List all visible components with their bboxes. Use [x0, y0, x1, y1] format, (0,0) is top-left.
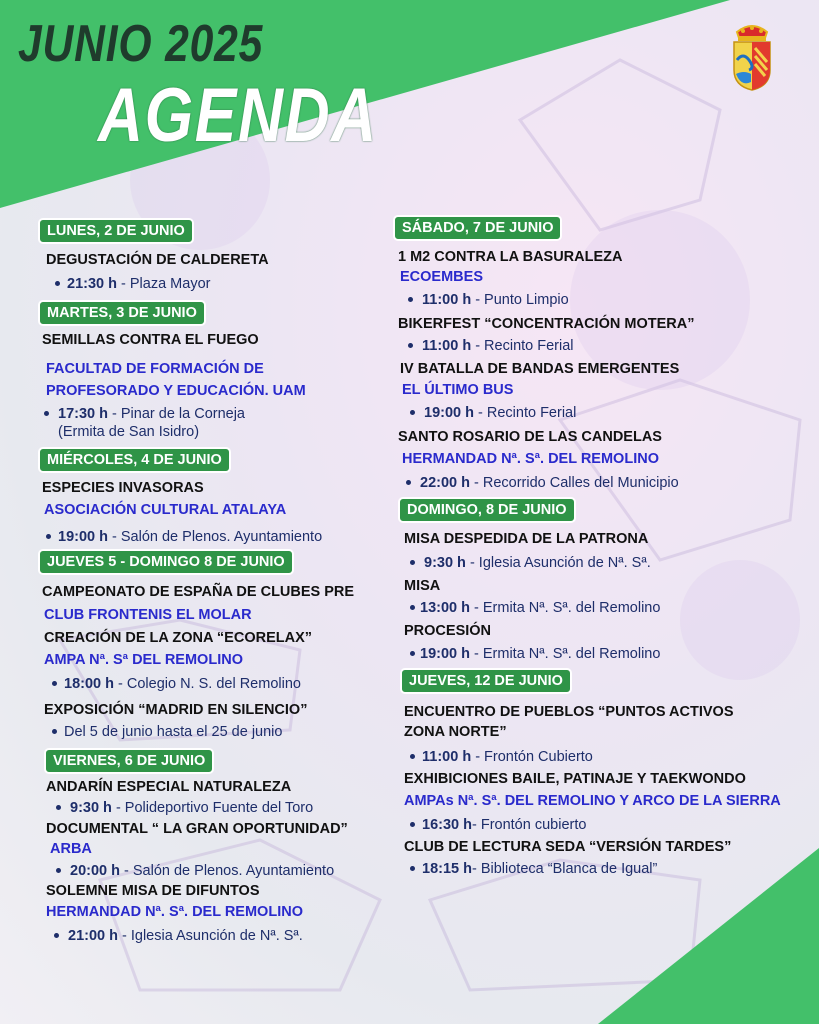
event-organizer: PROFESORADO Y EDUCACIÓN. UAM — [46, 383, 306, 399]
event-time: 22:00 h — [420, 475, 470, 491]
event-time: 19:00 h — [424, 405, 474, 421]
event-detail — [422, 816, 586, 834]
event-organizer: ARBA — [50, 841, 92, 857]
event-time: 20:00 h — [70, 863, 120, 879]
event-time: 17:30 h — [58, 406, 108, 422]
event-title: CAMPEONATO DE ESPAÑA DE CLUBES PRE — [42, 584, 355, 600]
event-organizer: EL ÚLTIMO BUS — [402, 382, 514, 398]
event-detail — [424, 404, 576, 422]
bullet — [56, 868, 61, 873]
event-title: SANTO ROSARIO DE LAS CANDELAS — [398, 429, 662, 445]
day-header-sat-7: SÁBADO, 7 DE JUNIO — [393, 215, 562, 241]
event-title: CREACIÓN DE LA ZONA “ECORELAX” — [44, 630, 312, 646]
event-detail — [58, 405, 245, 423]
event-place: - Ermita Nª. Sª. del Remolino — [474, 600, 661, 616]
event-detail — [420, 599, 660, 617]
bullet — [46, 534, 51, 539]
day-header-sun-8: DOMINGO, 8 DE JUNIO — [398, 497, 576, 523]
header-agenda: AGENDA — [98, 73, 378, 158]
day-header-fri-6: VIERNES, 6 DE JUNIO — [44, 748, 214, 774]
bullet — [410, 822, 415, 827]
event-place: - Punto Limpio — [475, 292, 569, 308]
event-time: 9:30 h — [424, 555, 466, 571]
event-time: 19:00 h — [420, 646, 470, 662]
event-detail — [420, 645, 660, 663]
event-place: - Polideportivo Fuente del Toro — [115, 800, 314, 816]
bullet — [54, 933, 59, 938]
event-organizer: FACULTAD DE FORMACIÓN DE — [46, 361, 264, 377]
event-place: - Plaza Mayor — [121, 276, 211, 292]
event-time: 18:00 h — [64, 676, 114, 692]
event-title: SEMILLAS CONTRA EL FUEGO — [42, 332, 259, 348]
event-time: 19:00 h — [58, 529, 108, 545]
event-place-extra: (Ermita de San Isidro) — [58, 424, 200, 440]
event-place: - Iglesia Asunción de Nª. Sª. — [122, 928, 303, 944]
event-title: CLUB DE LECTURA SEDA “VERSIÓN TARDES” — [404, 839, 732, 855]
bullet — [52, 681, 57, 686]
header-month: JUNIO 2025 — [18, 15, 264, 73]
bullet — [52, 729, 57, 734]
event-title-line2: ZONA NORTE” — [404, 724, 507, 740]
event-detail — [68, 927, 303, 945]
event-detail — [64, 675, 301, 693]
bullet — [410, 754, 415, 759]
coat-of-arms-icon — [729, 22, 775, 92]
event-time: 11:00 h — [422, 292, 472, 308]
event-place: - Pinar de la Corneja — [112, 406, 246, 422]
event-time: 16:30 h — [422, 817, 472, 833]
day-header-tue-3: MARTES, 3 DE JUNIO — [38, 300, 206, 326]
event-organizer: ECOEMBES — [400, 269, 483, 285]
bullet — [408, 343, 413, 348]
event-title: DOCUMENTAL “ LA GRAN OPORTUNIDAD” — [46, 821, 348, 837]
bullet — [55, 281, 60, 286]
event-place: - Salón de Plenos. Ayuntamiento — [112, 529, 323, 545]
bullet — [410, 651, 415, 656]
event-title: DEGUSTACIÓN DE CALDERETA — [46, 252, 269, 268]
event-detail — [424, 554, 651, 572]
day-header-thu-5-sun-8: JUEVES 5 - DOMINGO 8 DE JUNIO — [38, 549, 294, 575]
event-detail — [422, 748, 593, 766]
event-detail: Del 5 de junio hasta el 25 de junio — [64, 724, 283, 740]
event-place: - Recinto Ferial — [475, 338, 574, 354]
event-title: SOLEMNE MISA DE DIFUNTOS — [46, 883, 260, 899]
event-place: - Frontón cubierto — [471, 817, 587, 833]
event-detail — [422, 291, 569, 309]
day-header-wed-4: MIÉRCOLES, 4 DE JUNIO — [38, 447, 231, 473]
event-place: - Frontón Cubierto — [475, 749, 593, 765]
event-title: BIKERFEST “CONCENTRACIÓN MOTERA” — [398, 316, 695, 332]
day-header-thu-12: JUEVES, 12 DE JUNIO — [400, 668, 572, 694]
bullet — [410, 605, 415, 610]
bullet — [44, 411, 49, 416]
bullet — [408, 297, 413, 302]
event-place: - Recinto Ferial — [478, 405, 577, 421]
event-organizer: HERMANDAD Nª. Sª. DEL REMOLINO — [402, 451, 659, 467]
event-time: 18:15 h — [422, 861, 472, 877]
event-detail — [70, 799, 313, 817]
event-organizer: HERMANDAD Nª. Sª. DEL REMOLINO — [46, 904, 303, 920]
event-title: PROCESIÓN — [404, 623, 492, 639]
event-title: EXHIBICIONES BAILE, PATINAJE Y TAEKWONDO — [404, 771, 746, 787]
bullet — [56, 805, 61, 810]
day-header-mon-2: LUNES, 2 DE JUNIO — [38, 218, 194, 244]
event-title: ESPECIES INVASORAS — [42, 480, 204, 496]
event-time: 13:00 h — [420, 600, 470, 616]
event-time: 21:30 h — [67, 276, 117, 292]
event-place: - Iglesia Asunción de Nª. Sª. — [469, 555, 651, 571]
event-detail — [422, 337, 574, 355]
event-place: - Colegio N. S. del Remolino — [118, 676, 301, 692]
event-title: MISA — [404, 578, 441, 594]
event-organizer: AMPA Nª. Sª DEL REMOLINO — [44, 652, 243, 668]
event-detail — [422, 860, 657, 878]
bullet — [410, 560, 415, 565]
event-detail — [58, 528, 322, 546]
bullet — [406, 480, 411, 485]
event-detail — [420, 474, 679, 492]
event-organizer: AMPAs Nª. Sª. DEL REMOLINO Y ARCO DE LA SIERRA — [404, 793, 781, 809]
event-detail — [67, 275, 210, 293]
event-organizer: CLUB FRONTENIS EL MOLAR — [44, 607, 252, 623]
event-organizer: ASOCIACIÓN CULTURAL ATALAYA — [44, 502, 287, 518]
event-detail — [70, 862, 334, 880]
event-place: - Biblioteca “Blanca de Igual” — [471, 861, 658, 877]
event-title: 1 M2 CONTRA LA BASURALEZA — [398, 249, 623, 265]
event-title: ANDARÍN ESPECIAL NATURALEZA — [46, 779, 292, 795]
bullet — [410, 866, 415, 871]
event-place: - Ermita Nª. Sª. del Remolino — [474, 646, 661, 662]
event-title: IV BATALLA DE BANDAS EMERGENTES — [400, 361, 680, 377]
event-time: 11:00 h — [422, 338, 472, 354]
event-time: 21:00 h — [68, 928, 118, 944]
bullet — [410, 410, 415, 415]
event-title: ENCUENTRO DE PUEBLOS “PUNTOS ACTIVOS — [404, 704, 734, 720]
event-time: 11:00 h — [422, 749, 472, 765]
event-time: 9:30 h — [70, 800, 112, 816]
event-title: EXPOSICIÓN “MADRID EN SILENCIO” — [44, 702, 308, 718]
event-place: - Recorrido Calles del Municipio — [474, 475, 679, 491]
event-title: MISA DESPEDIDA DE LA PATRONA — [404, 531, 649, 547]
event-place: - Salón de Plenos. Ayuntamiento — [124, 863, 335, 879]
